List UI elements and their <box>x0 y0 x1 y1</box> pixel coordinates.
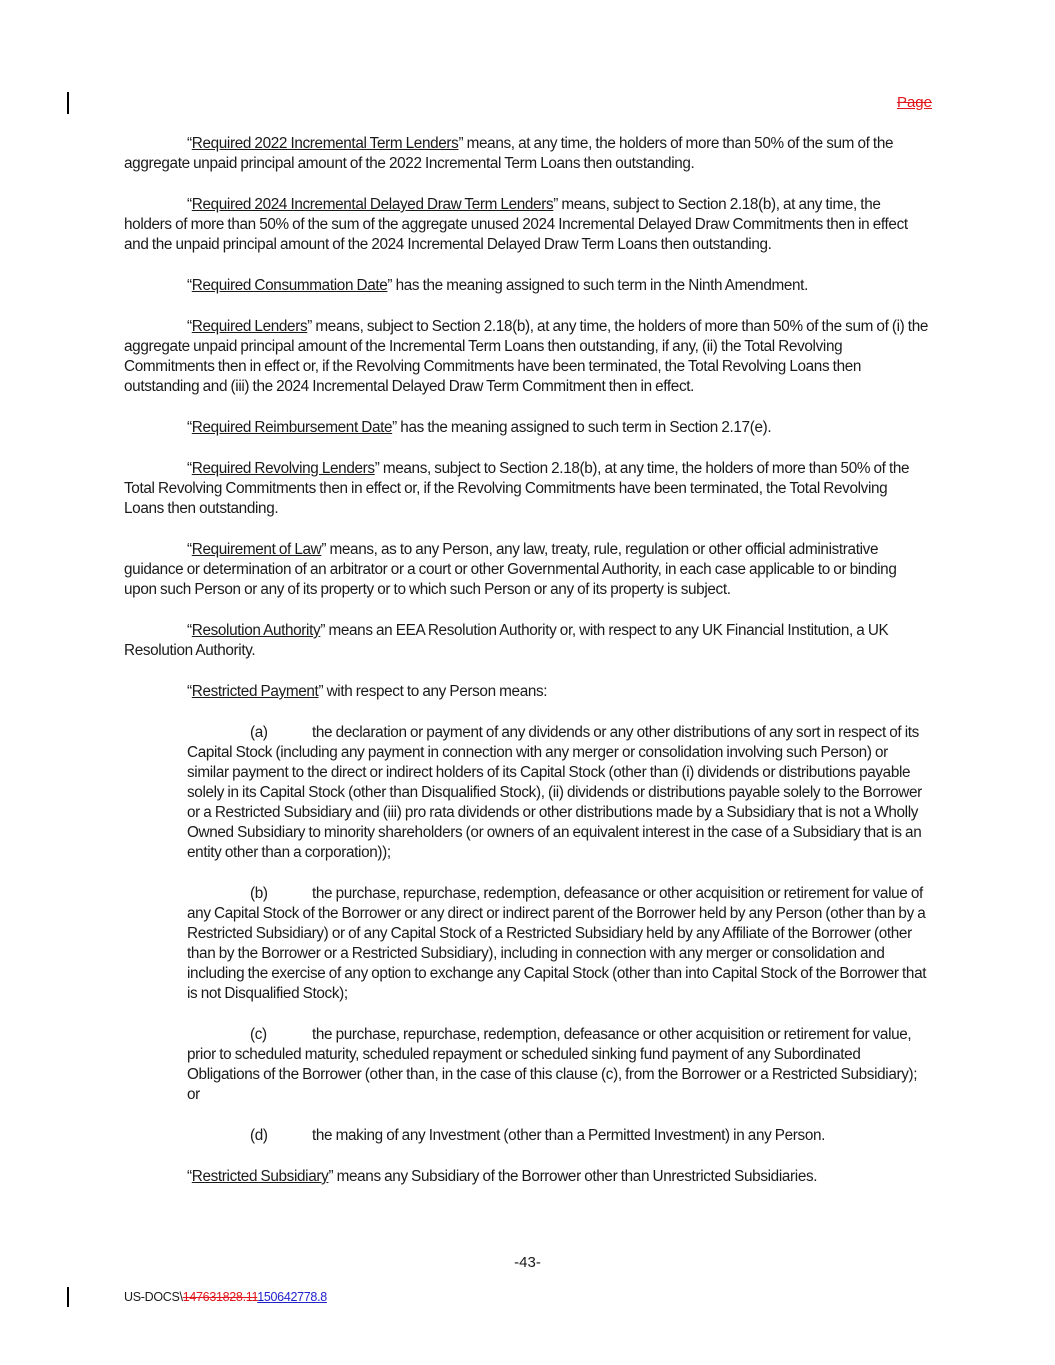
document-id <box>124 1290 327 1304</box>
clause-text: the purchase, repurchase, redemption, defeasance or other acquisition or retirement for value, prior to scheduled maturity, scheduled repayment or scheduled sinking fund payment of any Subordinated Obligations of the Borrower (other than, in the case of this clause (c), from the Borrower or a Restricted Subsidiary); or <box>187 1026 918 1103</box>
definition-restricted-subsidiary: “Restricted Subsidiary” means any Subsidiary of the Borrower other than Unrestricted Subsidiaries. <box>187 1168 818 1185</box>
definition-required-2024-incremental-ddtl-lenders: “Required 2024 Incremental Delayed Draw Term Lenders” means, subject to Section 2.18(b), at any time, the holders of more than 50% of the sum of the aggregate unused 2024 Incremental Delayed Draw Commitments then in effect and the unpaid principal amount of the 2024 Incremental Delayed Draw Term Loans then outstanding. <box>124 196 908 253</box>
definition-required-reimbursement-date: “Required Reimbursement Date” has the meaning assigned to such term in Section 2.17(e). <box>187 419 772 436</box>
definition-text: means, subject to Section 2.18(b), at any time, the holders of more than 50% of the sum of the aggregate unused 2024 Incremental Delayed Draw Commitments then in effect and the unpaid principal amount of the 2024 Incremental Delayed Draw Term Loans then outstanding. <box>124 196 908 253</box>
definition-text: means, subject to Section 2.18(b), at any time, the holders of more than 50% of the Total Revolving Commitments then in effect or, if the Revolving Commitments have been terminated, the Total Revolving Loans then outstanding. <box>124 460 910 517</box>
clause-b <box>187 884 930 1004</box>
clause-text: the making of any Investment (other than a Permitted Investment) in any Person. <box>312 1127 826 1144</box>
definition-text: has the meaning assigned to such term in Section 2.17(e). <box>396 419 772 436</box>
definition-text: means an EEA Resolution Authority or, with respect to any UK Financial Institution, a UK Resolution Authority. <box>124 622 889 659</box>
defined-term: Required 2024 Incremental Delayed Draw Term Lenders <box>191 196 554 213</box>
definition-text: means, subject to Section 2.18(b), at any time, the holders of more than 50% of the sum of (i) the aggregate unpaid principal amount of the Incremental Term Loans then outstanding, if any, (ii) the Total Revolving Commitments then in effect or, if the Revolving Commitments have been terminated, the Total Revolving Loans then outstanding and (iii) the 2024 Incremental Delayed Draw Term Commitment then in effect. <box>124 318 929 395</box>
definition-required-revolving-lenders: “Required Revolving Lenders” means, subject to Section 2.18(b), at any time, the holders of more than 50% of the Total Revolving Commitments then in effect or, if the Revolving Commitments have been terminated, the Total Revolving Loans then outstanding. <box>124 460 910 517</box>
page-number: -43- <box>514 1254 541 1271</box>
defined-term: Resolution Authority <box>191 622 321 639</box>
definition-required-consummation-date: “Required Consummation Date” has the meaning assigned to such term in the Ninth Amendment. <box>187 277 808 294</box>
definition-text: means, as to any Person, any law, treaty, rule, regulation or other official administrative guidance or determination of an arbitrator or a court or other Governmental Authority, in each case applicable to or binding upon such Person or any of its property or to which such Person or any of its property is subject. <box>124 541 897 598</box>
clause-label: (a) <box>250 724 268 741</box>
clause-c <box>187 1025 930 1105</box>
defined-term: Required Lenders <box>191 318 308 335</box>
document-body <box>124 134 930 1208</box>
clause-text: the declaration or payment of any dividends or any other distributions of any sort in respect of its Capital Stock (including any payment in connection with any merger or consolidation involving such Person) or similar payment to the direct or indirect holders of its Capital Stock (other than (i) dividends or distributions payable solely in its Capital Stock (other than Disqualified Stock), (ii) dividends or distributions payable solely to the Borrower or a Restricted Subsidiary and (iii) pro rata dividends or other distributions made by a Subsidiary that is not a Wholly Owned Subsidiary to minority shareholders (or owners of an equivalent interest in the case of a Subsidiary that is an entity other than a corporation)); <box>187 724 922 861</box>
doc-id-inserted: 150642778.8 <box>257 1290 327 1304</box>
definition-requirement-of-law: “Requirement of Law” means, as to any Person, any law, treaty, rule, regulation or other official administrative guidance or determination of an arbitrator or a court or other Governmental Authority, in each case applicable to or binding upon such Person or any of its property or to which such Person or any of its property is subject. <box>124 541 897 598</box>
doc-id-deleted: 147631828.11 <box>182 1290 258 1304</box>
definition-text: means any Subsidiary of the Borrower other than Unrestricted Subsidiaries. <box>333 1168 818 1185</box>
change-bar-bottom <box>67 1287 69 1307</box>
clause-a <box>187 723 930 863</box>
defined-term: Restricted Payment <box>191 683 319 700</box>
definition-restricted-payment: “Restricted Payment” with respect to any Person means: <box>187 683 548 700</box>
clause-label: (d) <box>250 1127 268 1144</box>
definition-text: has the meaning assigned to such term in the Ninth Amendment. <box>392 277 808 294</box>
clause-d <box>187 1126 930 1146</box>
clause-label: (b) <box>250 885 268 902</box>
header-page-label: Page <box>896 94 932 111</box>
defined-term: Required Reimbursement Date <box>191 419 393 436</box>
definition-text: with respect to any Person means: <box>323 683 548 700</box>
defined-term: Restricted Subsidiary <box>191 1168 329 1185</box>
definition-text: means, at any time, the holders of more than 50% of the sum of the aggregate unpaid principal amount of the 2022 Incremental Term Loans then outstanding. <box>124 135 894 172</box>
defined-term: Required Revolving Lenders <box>191 460 375 477</box>
clause-label: (c) <box>250 1026 267 1043</box>
clause-text: the purchase, repurchase, redemption, defeasance or other acquisition or retirement for value of any Capital Stock of the Borrower or any direct or indirect parent of the Borrower held by any Person (other than by a Restricted Subsidiary) or of any Capital Stock of a Restricted Subsidiary held by any Affiliate of the Borrower (other than by the Borrower or a Restricted Subsidiary), including in connection with any merger or consolidation and including the exercise of any option to exchange any Capital Stock (other than into Capital Stock of the Borrower that is not Disqualified Stock); <box>187 885 927 1002</box>
defined-term: Required 2022 Incremental Term Lenders <box>191 135 459 152</box>
defined-term: Requirement of Law <box>191 541 322 558</box>
definition-required-2022-incremental-term-lenders: “Required 2022 Incremental Term Lenders” means, at any time, the holders of more than 50% of the sum of the aggregate unpaid principal amount of the 2022 Incremental Term Loans then outstanding. <box>124 135 894 172</box>
defined-term: Required Consummation Date <box>191 277 388 294</box>
change-bar-top <box>67 92 69 114</box>
definition-required-lenders: “Required Lenders” means, subject to Section 2.18(b), at any time, the holders of more than 50% of the sum of (i) the aggregate unpaid principal amount of the Incremental Term Loans then outstanding, if any, (ii) the Total Revolving Commitments then in effect or, if the Revolving Commitments have been terminated, the Total Revolving Loans then outstanding and (iii) the 2024 Incremental Delayed Draw Term Commitment then in effect. <box>124 318 929 395</box>
doc-id-prefix: US-DOCS\ <box>124 1290 183 1304</box>
definition-resolution-authority: “Resolution Authority” means an EEA Resolution Authority or, with respect to any UK Financial Institution, a UK Resolution Authority. <box>124 622 889 659</box>
